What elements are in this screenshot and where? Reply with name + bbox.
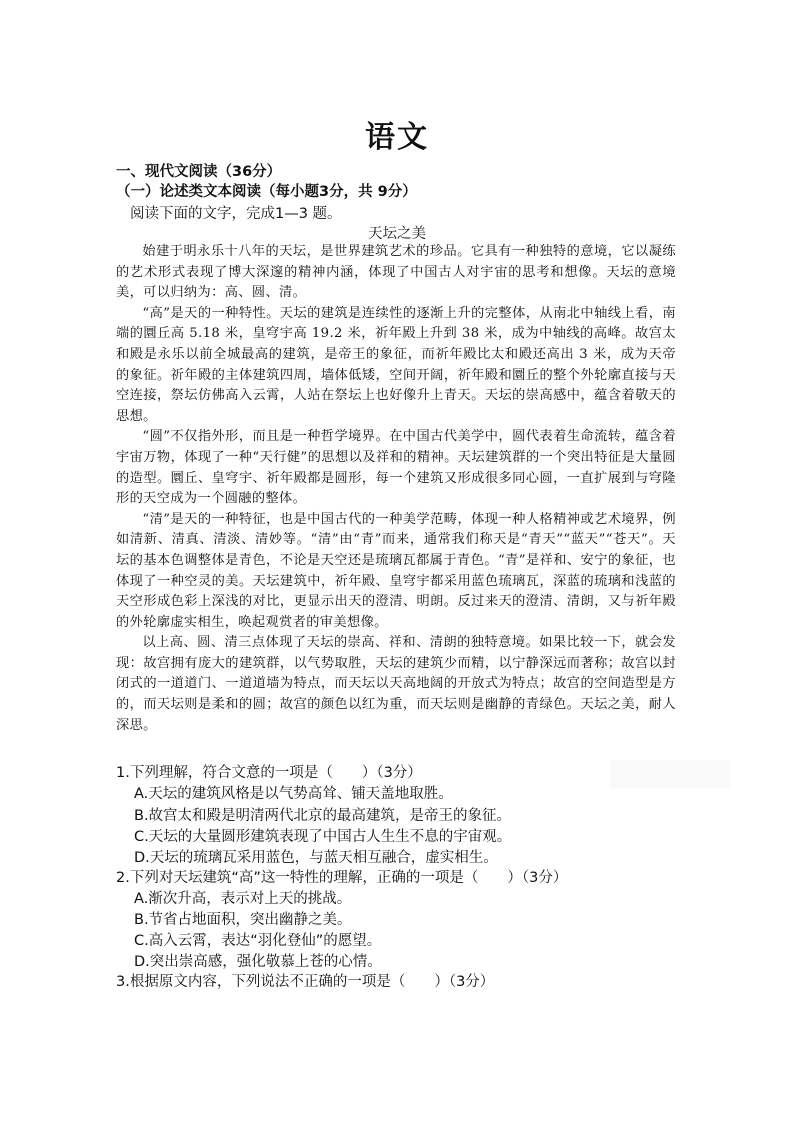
page-title: 语文 (365, 120, 429, 155)
passage-paragraph: 以上高、圆、清三点体现了天坛的崇高、祥和、清朗的独特意境。如果比较一下，就会发现：故宫拥有庞大的建筑群，以气势取胜，天坛的建筑少而精，以宁静深远而著称；故宫以封闭式的一道道门、一道道墙为特点，而天坛以天高地阔的开放式为特点；故宫的空间造型是方的，而天坛则是柔和的圆；故宫的颜色以红为重，而天坛则是幽静的青绿色。天坛之美，耐人深思。 (116, 635, 676, 733)
passage-paragraph: “清”是天的一种特征，也是中国古代的一种美学范畴，体现一种人格精神或艺术境界，例如清新、清真、清淡、清妙等。“清”由“青”而来，通常我们称天是“青天”“蓝天”“苍天”。天坛的基本色调整体是青色，不论是天空还是琉璃瓦都属于青色。“青”是祥和、安宁的象征，也体现了一种空灵的美。天坛建筑中，祈年殿、皇穹宇都采用蓝色琉璃瓦，深蓝的琉璃和浅蓝的天空形成色彩上深浅的对比，更显示出天的澄清、明朗。反过来天的澄清、清朗，又与祈年殿的外轮廓虚实相生，唤起观赏者的审美想像。 (116, 511, 676, 630)
passage-paragraph: 始建于明永乐十八年的天坛，是世界建筑艺术的珍品。它具有一种独特的意境，它以凝练的艺术形式表现了博大深邃的精神内涵，体现了中国古人对宇宙的思考和想像。天坛的意境美，可以归纳为：高、圆、清。 (116, 244, 676, 301)
watermark (610, 760, 730, 788)
question-3-stem: 3.根据原文内容，下列说法不正确的一项是（ ）（3分） (116, 974, 495, 990)
passage-paragraph: “高”是天的一种特性。天坛的建筑是连续性的逐渐上升的完整体，从南北中轴线上看，南端的圜丘高 5.18 米，皇穹宇高 19.2 米，祈年殿上升到 38 米，成为中轴线的高峰。故宫太和殿是永乐以前全城最高的建筑，是帝王的象征，而祈年殿比太和殿还高出 3 米，成为天帝的象征。祈年殿的主体建筑四周，墙体低矮，空间开阔，祈年殿和圜丘的整个外轮廓直接与天空连接，祭坛仿佛高入云霄，人站在祭坛上也好像升上青天。天坛的崇高感中，蕴含着敬天的思想。 (116, 305, 676, 424)
question-2-stem: 2.下列对天坛建筑“高”这一特性的理解，正确的一项是（ ）（3分） (116, 870, 568, 886)
question-1-stem: 1.下列理解，符合文意的一项是（ ）（3分） (116, 765, 422, 781)
question-1-option-a: A.天坛的建筑风格是以气势高耸、铺天盖地取胜。 (134, 786, 453, 802)
question-1-option-d: D.天坛的琉璃瓦采用蓝色，与蓝天相互融合，虚实相生。 (134, 850, 498, 866)
subsection-heading: （一）论述类文本阅读（每小题3分，共 9分） (116, 184, 417, 200)
question-1-option-b: B.故宫太和殿是明清两代北京的最高建筑，是帝王的象征。 (134, 808, 512, 824)
question-2-option-a: A.渐次升高，表示对上天的挑战。 (134, 891, 352, 907)
question-1-option-c: C.天坛的大量圆形建筑表现了中国古人生生不息的宇宙观。 (134, 829, 512, 845)
passage-paragraph: “圆”不仅指外形，而且是一种哲学境界。在中国古代美学中，圆代表着生命流转，蕴含着宇宙万物，体现了一种“天行健”的思想以及祥和的精神。天坛建筑群的一个突出特征是大量圆的造型。圜丘、皇穹宇、祈年殿都是圆形，每一个建筑又形成很多同心圆，一直扩展到与穹隆形的天空成为一个圆融的整体。 (116, 429, 676, 507)
reading-instruction: 阅读下面的文字，完成1—3 题。 (130, 206, 342, 222)
question-2-option-d: D.突出崇高感，强化敬慕上苍的心情。 (134, 954, 382, 970)
question-2-option-b: B.节省占地面积，突出幽静之美。 (134, 912, 352, 928)
passage-body (116, 242, 676, 736)
passage-title: 天坛之美 (368, 226, 426, 242)
section-heading: 一、现代文阅读（36分） (116, 164, 282, 180)
question-2-option-c: C.高入云霄，表达“羽化登仙”的愿望。 (134, 933, 382, 949)
